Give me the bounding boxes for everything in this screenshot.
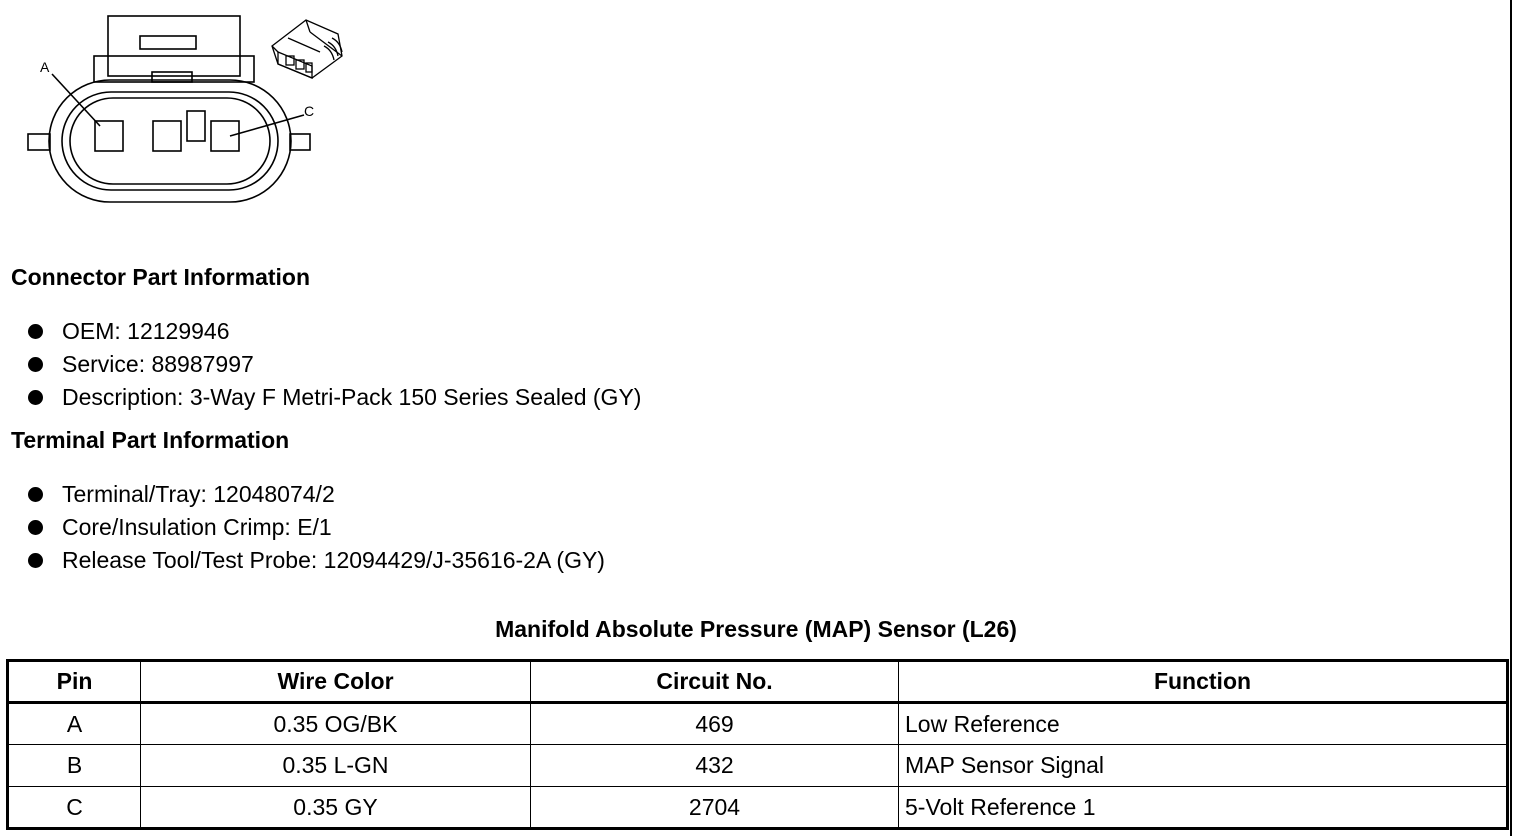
pin-table-title: Manifold Absolute Pressure (MAP) Sensor (L26) — [495, 616, 1017, 642]
bullet-icon — [28, 357, 43, 372]
cell-circuit-no: 432 — [531, 745, 899, 787]
pin-table — [6, 659, 1509, 830]
terminal-part-info-heading: Terminal Part Information — [11, 427, 290, 453]
list-item-text: Terminal/Tray: 12048074/2 — [62, 481, 335, 507]
header-circuit-no: Circuit No. — [531, 661, 899, 703]
cell-function: 5-Volt Reference 1 — [899, 787, 1508, 829]
list-item-text: Release Tool/Test Probe: 12094429/J-35616-2A (GY) — [62, 547, 605, 573]
header-function: Function — [899, 661, 1508, 703]
list-item-text: Description: 3-Way F Metri-Pack 150 Series Sealed (GY) — [62, 384, 642, 410]
bullet-icon — [28, 324, 43, 339]
bullet-icon — [28, 520, 43, 535]
list-item — [28, 381, 641, 414]
cell-circuit-no: 469 — [531, 703, 899, 745]
header-wire-color: Wire Color — [141, 661, 531, 703]
list-item — [28, 315, 641, 348]
list-item — [28, 478, 605, 511]
cell-wire-color: 0.35 OG/BK — [141, 703, 531, 745]
list-item — [28, 511, 605, 544]
connector-part-info-heading: Connector Part Information — [11, 264, 311, 290]
cell-function: MAP Sensor Signal — [899, 745, 1508, 787]
list-item-text: Service: 88987997 — [62, 351, 254, 377]
table-row — [8, 787, 1508, 829]
header-pin: Pin — [8, 661, 141, 703]
pin-a-callout: A — [40, 59, 50, 75]
list-item-text: OEM: 12129946 — [62, 318, 230, 344]
connector-part-info-list — [28, 315, 641, 414]
connector-diagram — [20, 8, 380, 208]
list-item — [28, 348, 641, 381]
cell-wire-color: 0.35 L-GN — [141, 745, 531, 787]
cell-circuit-no: 2704 — [531, 787, 899, 829]
bullet-icon — [28, 390, 43, 405]
cell-pin: A — [8, 703, 141, 745]
table-header-row — [8, 661, 1508, 703]
table-row — [8, 745, 1508, 787]
terminal-part-info-list — [28, 478, 605, 577]
cell-pin: B — [8, 745, 141, 787]
pin-c-callout: C — [304, 103, 315, 119]
bullet-icon — [28, 487, 43, 502]
cell-function: Low Reference — [899, 703, 1508, 745]
page-border-right — [1510, 0, 1512, 836]
list-item-text: Core/Insulation Crimp: E/1 — [62, 514, 332, 540]
cell-wire-color: 0.35 GY — [141, 787, 531, 829]
cell-pin: C — [8, 787, 141, 829]
bullet-icon — [28, 553, 43, 568]
list-item — [28, 544, 605, 577]
table-row — [8, 703, 1508, 745]
